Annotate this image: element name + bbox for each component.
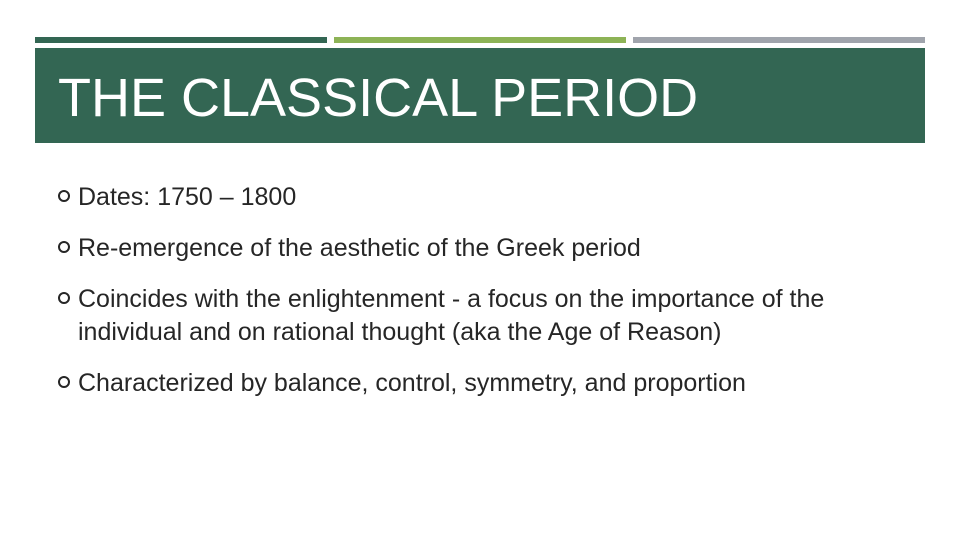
- bullet-text: Characterized by balance, control, symmetry, and proportion: [78, 369, 746, 397]
- bullet-list: [58, 181, 908, 418]
- accent-bar-gray: [633, 37, 925, 43]
- hollow-circle-icon: [58, 241, 70, 253]
- accent-bar-dark-green: [35, 37, 327, 43]
- hollow-circle-icon: [58, 190, 70, 202]
- bullet-text: Dates: 1750 – 1800: [78, 183, 297, 211]
- hollow-circle-icon: [58, 376, 70, 388]
- bullet-text: Coincides with the enlightenment - a focus on the importance of the individual and on rational thought (aka the Age of Reason): [78, 285, 825, 346]
- accent-bar-light-green: [334, 37, 626, 43]
- bullet-item: [58, 367, 908, 400]
- bullet-item: [58, 232, 908, 265]
- bullet-item: [58, 181, 908, 214]
- bullet-item: [58, 283, 908, 349]
- bullet-text: Re-emergence of the aesthetic of the Greek period: [78, 234, 641, 262]
- slide-title: THE CLASSICAL PERIOD: [58, 68, 699, 128]
- hollow-circle-icon: [58, 292, 70, 304]
- title-band: [35, 48, 925, 143]
